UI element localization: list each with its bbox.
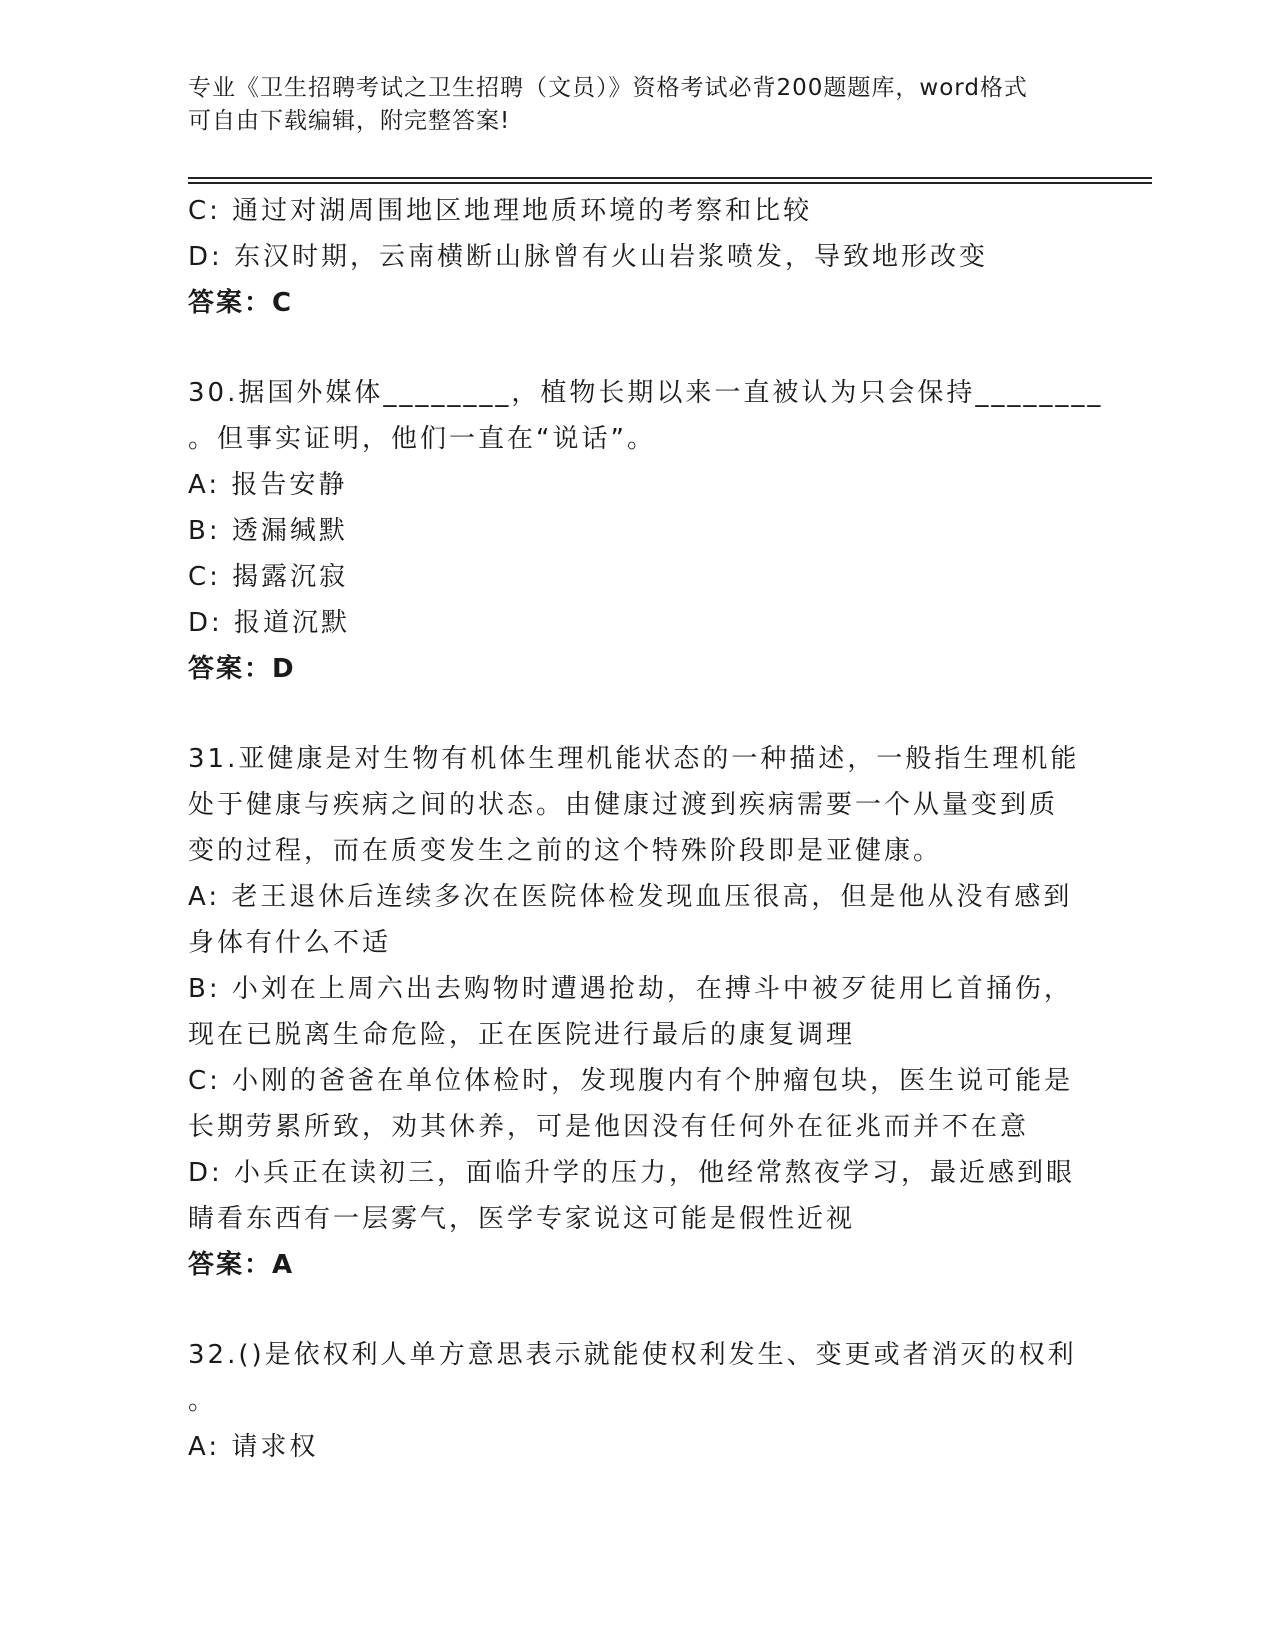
question-stem: 处于健康与疾病之间的状态。由健康过渡到疾病需要一个从量变到质 bbox=[188, 790, 1059, 820]
option-a: 身体有什么不适 bbox=[188, 928, 392, 958]
question-stem: 31.亚健康是对生物有机体生理机能状态的一种描述，一般指生理机能 bbox=[188, 744, 1080, 774]
option-d: 睛看东西有一层雾气，医学专家说这可能是假性近视 bbox=[188, 1204, 856, 1234]
option-d: D: 东汉时期，云南横断山脉曾有火山岩浆喷发，导致地形改变 bbox=[188, 242, 989, 272]
question-stem: 变的过程，而在质变发生之前的这个特殊阶段即是亚健康。 bbox=[188, 836, 943, 866]
answer: 答案：C bbox=[188, 288, 294, 318]
document-header bbox=[188, 72, 1068, 138]
spacer bbox=[188, 692, 1088, 736]
answer: 答案：D bbox=[188, 654, 296, 684]
option-c: C: 小刚的爸爸在单位体检时，发现腹内有个肿瘤包块，医生说可能是 bbox=[188, 1066, 1074, 1096]
option-c: 长期劳累所致，劝其休养，可是他因没有任何外在征兆而并不在意 bbox=[188, 1112, 1030, 1142]
option-d: D: 小兵正在读初三，面临升学的压力，他经常熬夜学习，最近感到眼 bbox=[188, 1158, 1076, 1188]
header-line-2: 可自由下载编辑，附完整答案! bbox=[188, 108, 511, 134]
header-rule-top bbox=[188, 177, 1152, 179]
spacer bbox=[188, 326, 1088, 370]
option-b: 现在已脱离生命危险，正在医院进行最后的康复调理 bbox=[188, 1020, 856, 1050]
option-b: B: 透漏缄默 bbox=[188, 516, 348, 546]
question-stem: 32.()是依权利人单方意思表示就能使权利发生、变更或者消灭的权利 bbox=[188, 1340, 1077, 1370]
question-stem: 。 bbox=[188, 1386, 218, 1416]
option-d: D: 报道沉默 bbox=[188, 608, 351, 638]
spacer bbox=[188, 1288, 1088, 1332]
option-a: A: 请求权 bbox=[188, 1432, 319, 1462]
answer: 答案：A bbox=[188, 1250, 295, 1280]
option-a: A: 报告安静 bbox=[188, 470, 348, 500]
option-b: B: 小刘在上周六出去购物时遭遇抢劫，在搏斗中被歹徒用匕首捅伤， bbox=[188, 974, 1073, 1004]
option-c: C: 揭露沉寂 bbox=[188, 562, 349, 592]
option-a: A: 老王退休后连续多次在医院体检发现血压很高，但是他从没有感到 bbox=[188, 882, 1073, 912]
question-stem: 。但事实证明，他们一直在“说话”。 bbox=[188, 424, 656, 454]
question-29-tail bbox=[188, 188, 1088, 326]
document-body bbox=[188, 188, 1104, 1470]
question-32 bbox=[188, 1332, 1088, 1470]
header-rule-bottom bbox=[188, 182, 1152, 184]
question-stem: 30.据国外媒体________，植物长期以来一直被认为只会保持________ bbox=[188, 378, 1104, 408]
header-line-1: 专业《卫生招聘考试之卫生招聘（文员）》资格考试必背200题题库，word格式 bbox=[188, 75, 1028, 101]
option-c: C: 通过对湖周围地区地理地质环境的考察和比较 bbox=[188, 196, 813, 226]
question-30 bbox=[188, 370, 1104, 692]
question-31 bbox=[188, 736, 1088, 1288]
